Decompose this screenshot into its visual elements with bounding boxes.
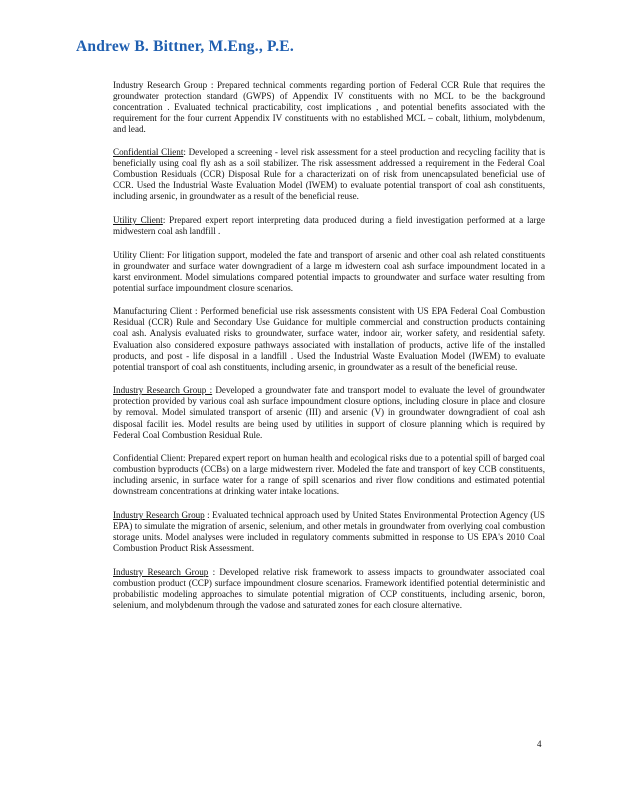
list-item [113, 147, 545, 202]
entry-text: Performed beneficial use risk assessments consistent with US EPA Federal Coal Combustion Residual (CCR) Rule and Secondary Use Guidance for multiple commercial and construction products containing coal ash. Analysis evaluated risks to groundwater, surface water, indoor air, worker safety, and residential safety. Evaluation also considered exposure pathways associated with installation of products, active life of the installed products, and post - life disposal in a landfill . Used the Industrial Waste Evaluation Model (IWEM) to evaluate potential transport of coal ash constituents, including arsenic, in groundwater as a result of the beneficial reuse. [113, 306, 545, 372]
entry-text: For litigation support, modeled the fate and transport of arsenic and other coal ash related constituents in groundwater and surface water downgradient of a large m idwestern coal ash surface impoundment located in a karst environment. Model simulations compared potential impacts to groundwater and surface water resulting from potential surface impoundment closure scenarios. [113, 249, 545, 293]
list-item [113, 567, 545, 611]
client-label: Industry Research Group [113, 509, 205, 520]
entry-text: Prepared technical comments regarding portion of Federal CCR Rule that requires the groundwater protection standard (GWPS) of Appendix IV constituents with no MCL to be the background concentration . Evaluated technical practicability, cost implications , and potential benefits associated with the requirement for the four current Appendix IV constituents with no established MCL – cobalt, lithium, molybdenum, and lead. [113, 80, 545, 135]
list-item [113, 510, 545, 554]
list-item [113, 306, 545, 373]
list-item [113, 215, 545, 237]
entry-text: : Evaluated technical approach used by United States Environmental Protection Agency (US EPA) to simulate the migration of arsenic, selenium, and other metals in groundwater from overlying coal combustion storage units. Model analyses were included in regulatory comments submitted in response to US EPA's 2010 Coal Combustion Product Risk Assessment. [113, 509, 545, 554]
list-item [113, 250, 545, 294]
client-label: Utility Client [113, 214, 163, 225]
client-label: Industry Research Group : [113, 385, 213, 396]
client-label: Utility Client: [113, 249, 165, 260]
entry-text: : Prepared expert report interpreting data produced during a field investigation performed at a large midwestern coal ash landfill . [113, 214, 545, 237]
list-item [113, 453, 545, 497]
page-number: 4 [537, 739, 542, 749]
client-label: Industry Research Group [113, 566, 209, 577]
list-item [113, 80, 545, 135]
entry-text: Developed a groundwater fate and transport model to evaluate the level of groundwater protection provided by various coal ash surface impoundment closure options, including closure in place and closure by removal. Model simulated transport of arsenic (III) and arsenic (V) in groundwater downgradient of coal ash disposal facilit ies. Model results are being used by utilities in support of closure planning which is required by Federal Coal Combustion Residual Rule. [113, 385, 546, 440]
client-label: Confidential Client [113, 453, 184, 464]
project-experience-list [113, 80, 545, 623]
entry-text: : Developed a screening - level risk assessment for a steel production and recycling facility that is beneficially using coal fly ash as a soil stabilizer. The risk assessment addressed a requirement in the Federal Coal Combustion Residuals (CCR) Disposal Rule for a characterizati on of risk from unencapsulated beneficial use of CCR. Used the Industrial Waste Evaluation Model (IWEM) to evaluate potential transport of coal ash constituents, including arsenic, in groundwater as a result of the beneficial reuse. [113, 147, 545, 202]
client-label: Industry Research Group : [113, 80, 214, 90]
client-label: Manufacturing Client : [113, 306, 198, 317]
client-label: Confidential Client [113, 147, 184, 158]
author-name-header: Andrew B. Bittner, M.Eng., P.E. [76, 38, 294, 55]
list-item [113, 385, 545, 440]
entry-text: : Prepared expert report on human health and ecological risks due to a potential spill of barged coal combustion byproducts (CCBs) on a large midwestern river. Modeled the fate and transport of key CCB constituents, including arsenic, in surface water for a range of spill scenarios and river flow conditions and estimated potential downstream concentrations at drinking water intake locations. [113, 453, 546, 497]
entry-text: : Developed relative risk framework to assess impacts to groundwater associated coal combustion product (CCP) surface impoundment closure scenarios. Framework identified potential deterministic and probabilistic modeling approaches to simulate potential migration of CCP constituents, including arsenic, boron, selenium, and molybdenum through the vadose and saturated zones for each closure alternative. [113, 566, 545, 610]
